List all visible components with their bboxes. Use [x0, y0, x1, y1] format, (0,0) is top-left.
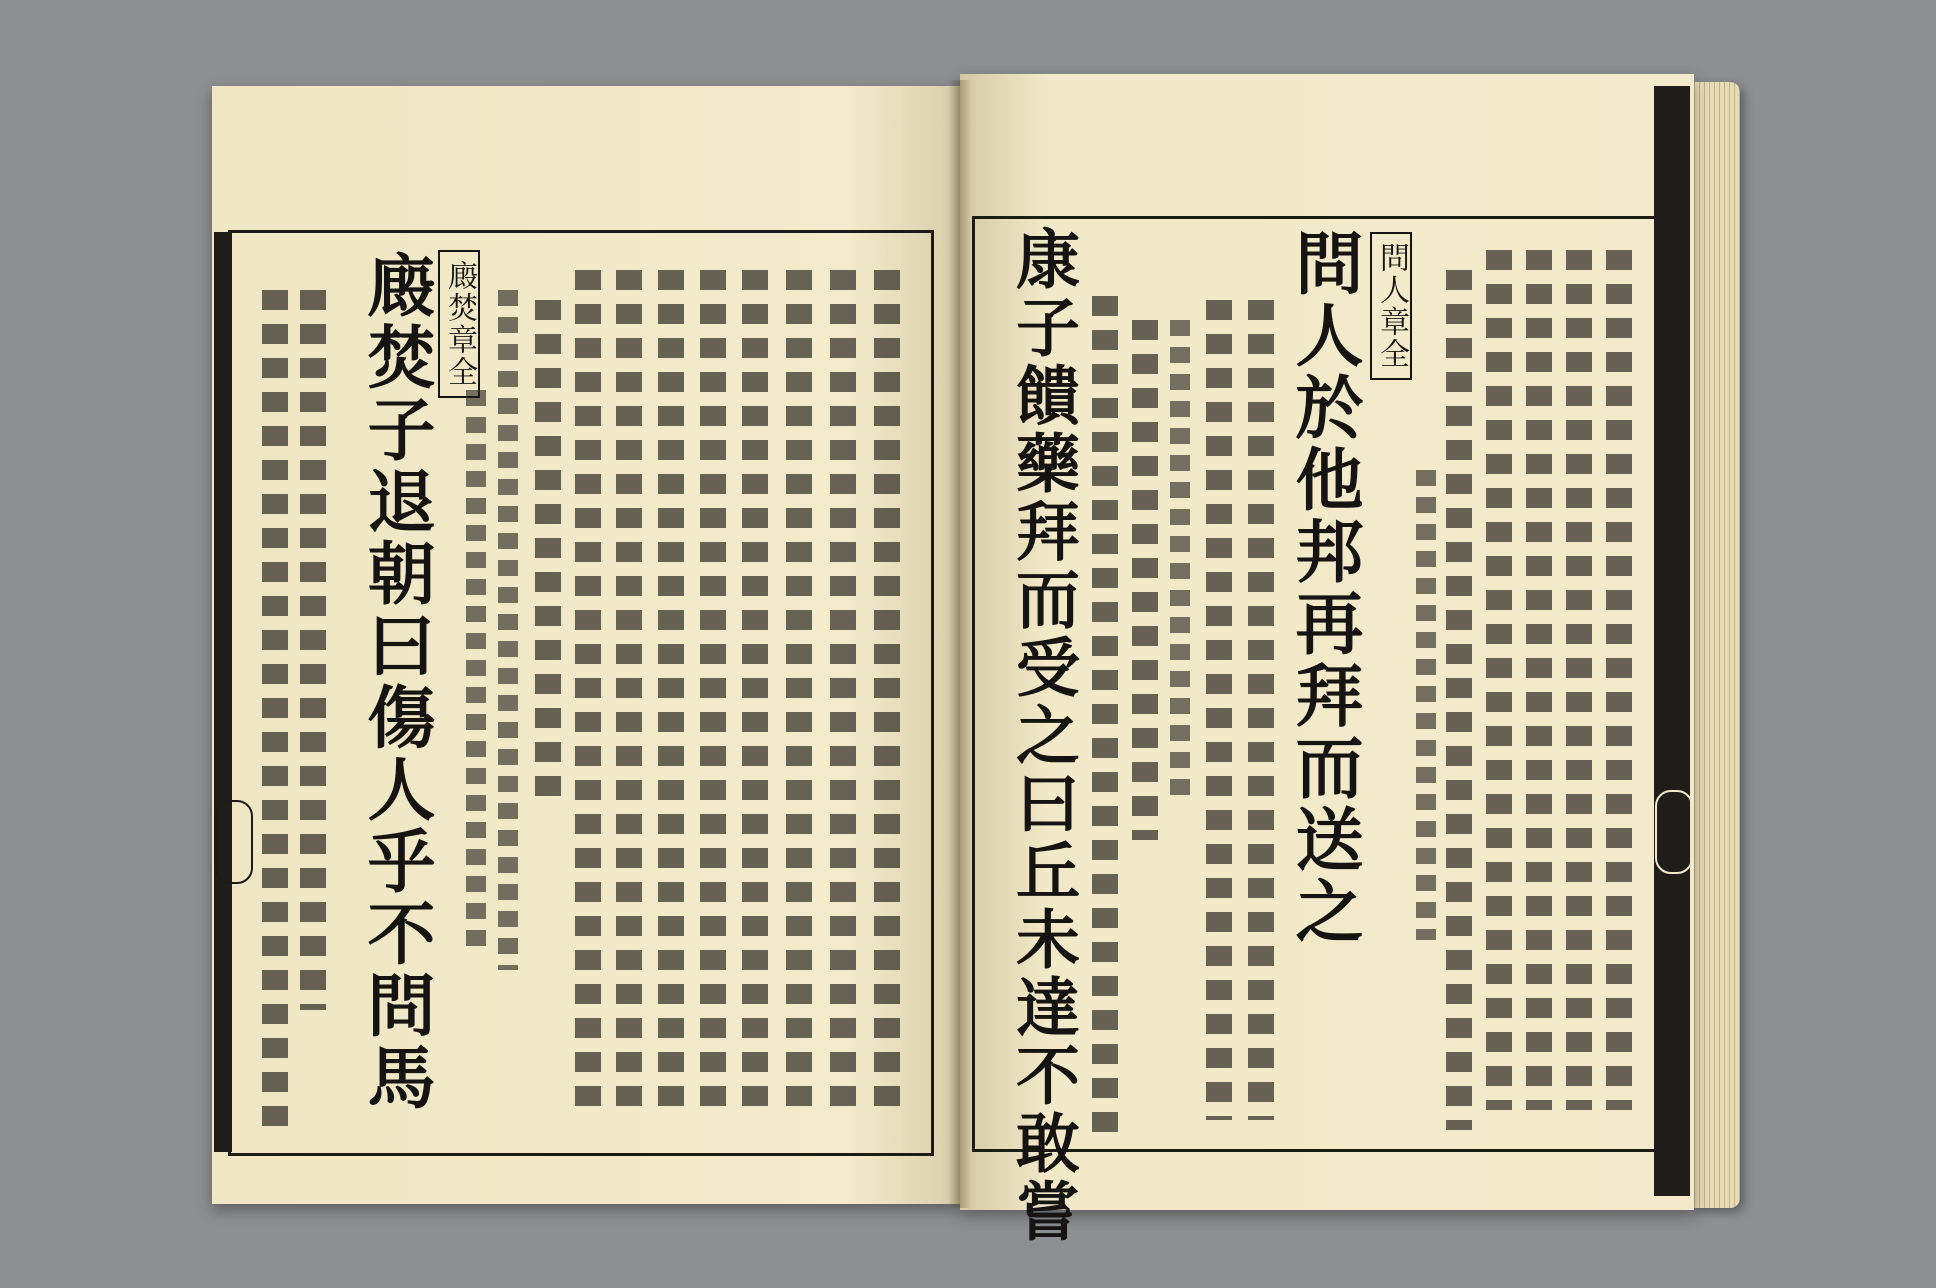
- commentary-column: [616, 270, 642, 1110]
- commentary-column: [1526, 250, 1552, 1110]
- commentary-column: [1132, 320, 1158, 840]
- left-main-heading: 廄焚子退朝曰傷人乎不問馬: [356, 250, 436, 1114]
- commentary-column: [1606, 250, 1632, 1110]
- page-stack: [1690, 82, 1740, 1208]
- commentary-column: [498, 290, 518, 970]
- right-page-number-mark: [1655, 790, 1693, 874]
- commentary-column: [1566, 250, 1592, 1110]
- commentary-column: [700, 270, 726, 1110]
- commentary-column: [830, 270, 856, 1110]
- commentary-column: [1248, 300, 1274, 1120]
- commentary-column: [786, 270, 812, 1110]
- right-main-heading: 問人於他邦再拜而送之: [1284, 228, 1364, 948]
- left-chapter-tag: 廄焚章全: [438, 250, 480, 398]
- commentary-column: [1092, 296, 1118, 1136]
- commentary-column: [1170, 320, 1190, 800]
- commentary-column: [466, 390, 486, 950]
- commentary-column: [1486, 250, 1512, 1110]
- commentary-column: [262, 290, 288, 1130]
- commentary-column: [575, 270, 601, 1110]
- right-edge-strip: [1654, 86, 1690, 1196]
- commentary-column: [742, 270, 768, 1110]
- commentary-column: [300, 290, 326, 1010]
- left-edge-strip: [214, 232, 232, 1152]
- commentary-column: [1416, 470, 1436, 940]
- right-chapter-tag: 問人章全: [1370, 232, 1412, 380]
- commentary-column: [1206, 300, 1232, 1120]
- book-gutter: [948, 80, 972, 1208]
- right-second-heading: 康子饋藥拜而受之曰丘未達不敢嘗: [1005, 226, 1080, 1246]
- left-page-number-mark: [215, 800, 253, 884]
- commentary-column: [874, 270, 900, 1110]
- commentary-column: [535, 300, 561, 800]
- commentary-column: [1446, 270, 1472, 1130]
- commentary-column: [658, 270, 684, 1110]
